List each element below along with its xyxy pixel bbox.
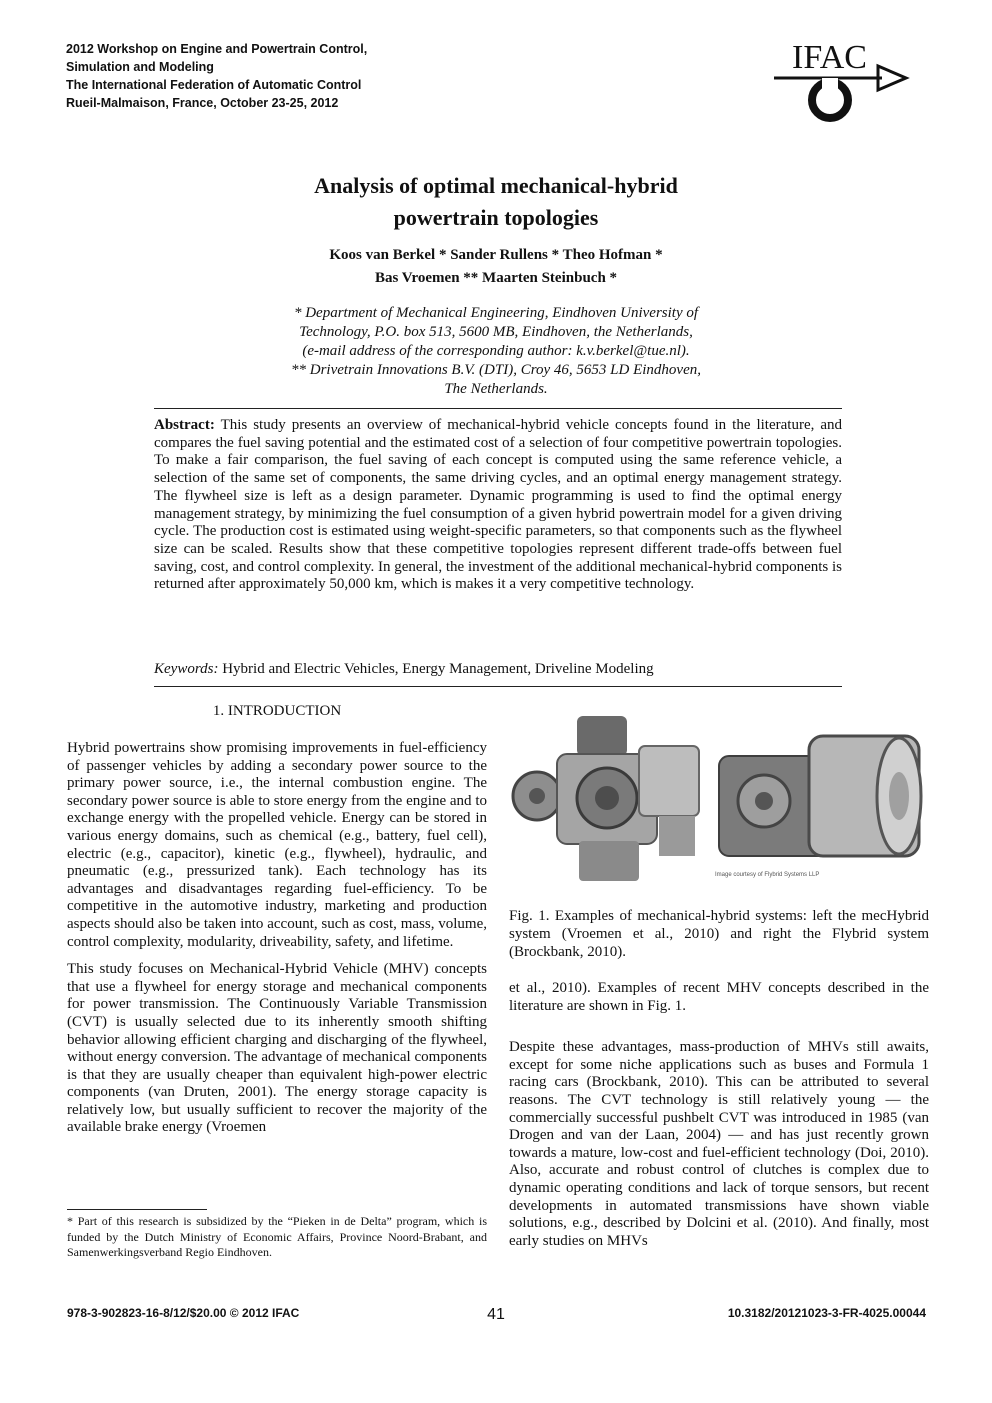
- footnote: * Part of this research is subsidized by the “Pieken in de Delta” program, which is funded by the Dutch Ministry of Economic Affairs, Province Noord-Brabant, and Samenwerkingsverband Regio Eindhoven.: [67, 1214, 487, 1259]
- affiliation-line-5: The Netherlands.: [444, 381, 548, 397]
- affiliation-line-4: ** Drivetrain Innovations B.V. (DTI), Croy 46, 5653 LD Eindhoven,: [291, 362, 701, 378]
- abstract: [154, 417, 842, 594]
- authors-line-2: Bas Vroemen ** Maarten Steinbuch *: [374, 270, 618, 286]
- right-column-body: [509, 980, 929, 1260]
- abstract-label: Abstract:: [154, 417, 215, 433]
- affiliation-line-3: (e-mail address of the corresponding author: k.v.berkel@tue.nl).: [302, 343, 690, 359]
- affiliation-line-2: Technology, P.O. box 513, 5600 MB, Eindhoven, the Netherlands,: [299, 324, 693, 340]
- mechybrid-illustration: [509, 706, 705, 902]
- conference-line-4: Rueil-Malmaison, France, October 23-25, 2012: [66, 96, 339, 110]
- abstract-bottom-rule: [154, 686, 842, 687]
- conference-line-3: The International Federation of Automatic Control: [66, 78, 362, 92]
- image-courtesy-text: Image courtesy of Flybrid Systems LLP: [715, 872, 820, 878]
- figure-1-image: [509, 706, 929, 902]
- keywords: [154, 660, 842, 678]
- footer-doi: 10.3182/20121023-3-FR-4025.00044: [727, 1306, 926, 1320]
- right-paragraph-2: Despite these advantages, mass-production of MHVs still awaits, except for some niche applications such as buses and Formula 1 racing cars (Brockbank, 2010). This can be attributed to several reasons. The CVT technology is still relatively young — the commercially successful pushbelt CVT was introduced in 1985 (van Drogen and van der Laan, 2004) — and has just recently grown towards a mature, low-cost and fuel-efficient technology (Doi, 2010). Also, accurate and robust control of clutches is complex due to dynamic operating conditions and lack of torque sensors, but recent developments in automated transmissions have shown viable solutions, e.g., described by Dolcini et al. (2010). And finally, most early studies on MHVs: [509, 1039, 929, 1249]
- conference-header: [66, 40, 486, 112]
- right-paragraph-1: et al., 2010). Examples of recent MHV concepts described in the literature are shown in Fig. 1.: [509, 980, 929, 1014]
- intro-paragraph-2: This study focuses on Mechanical-Hybrid Vehicle (MHV) concepts that use a flywheel for energy storage and mechanical components for power transmission. The Continuously Variable Transmission (CVT) is usually selected due to its inherently smooth shifting behavior allowing efficient charging and discharging of the flywheel, without energy conversion. The advantage of mechanical components is that they are usually cheaper than equivalent high-power electric components (van Druten, 2001). The energy storage capacity is relatively low, but usually sufficient to recover the majority of the available brake energy (Vroemen: [67, 961, 487, 1136]
- ifac-logo: [770, 36, 910, 126]
- paper-title-line-2: powertrain topologies: [393, 205, 599, 230]
- figure-1-caption: Fig. 1. Examples of mechanical-hybrid systems: left the mecHybrid system (Vroemen et al., 2010) and right the Flybrid system (Brockbank, 2010).: [509, 908, 929, 960]
- footer-isbn: 978-3-902823-16-8/12/$20.00 © 2012 IFAC: [67, 1306, 300, 1320]
- abstract-text: This study presents an overview of mechanical-hybrid vehicle concepts found in the literature, and compares the fuel saving potential and the estimated cost of a selection of four competitive powertrain topologies. To make a fair comparison, the fuel saving of each concept is computed using the same reference vehicle, a selection of the same set of components, the same driving cycles, and an optimal energy management strategy. The flywheel size is left as a design parameter. Dynamic programming is used to find the optimal energy management strategy, by minimizing the fuel consumption of a given hybrid powertrain model for a given driving cycle. The production cost is estimated using weight-specific parameters, so that components such as the flywheel size can be scaled. Results show that these competitive topologies represent different trade-offs between fuel saving, cost, and control complexity. In general, the investment of the additional mechanical-hybrid components is returned after approximately 50,000 km, which is makes it a very competitive technology.: [154, 417, 843, 593]
- affiliation-line-1: * Department of Mechanical Engineering, Eindhoven University of: [293, 305, 699, 321]
- footnote-rule: [67, 1209, 207, 1210]
- authors: [150, 244, 842, 290]
- authors-line-1: Koos van Berkel * Sander Rullens * Theo Hofman *: [329, 247, 663, 263]
- intro-paragraph-1: Hybrid powertrains show promising improvements in fuel-efficiency of passenger vehicles by adding a secondary power source to the primary power source, i.e., the internal combustion engine. The secondary power source is able to store energy from the engine and to exchange energy with the propelled vehicle. Energy can be stored in various energy domains, such as chemical (e.g., battery, fuel cell), electric (e.g., capacitor), kinetic (e.g., flywheel), hydraulic, and pneumatic (e.g., pressurized tank). Each technology has its advantages and disadvantages regarding fuel-efficiency. To be competitive in the automotive industry, marketing and production aspects should also be taken into account, such as cost, mass, volume, control complexity, modularity, driveability, safety, and lifetime.: [67, 740, 487, 950]
- flybrid-illustration: [709, 706, 929, 902]
- ifac-logo-text: IFAC: [792, 39, 867, 76]
- conference-line-1: 2012 Workshop on Engine and Powertrain Control,: [66, 42, 368, 56]
- keywords-text: Hybrid and Electric Vehicles, Energy Management, Driveline Modeling: [222, 661, 654, 677]
- page-number: 41: [487, 1306, 505, 1323]
- abstract-top-rule: [154, 408, 842, 409]
- section-heading-introduction: 1. INTRODUCTION: [212, 703, 342, 719]
- keywords-label: Keywords:: [154, 661, 219, 677]
- paper-title: [150, 170, 842, 234]
- paper-title-line-1: Analysis of optimal mechanical-hybrid: [314, 173, 678, 198]
- intro-body: [67, 740, 487, 1147]
- affiliations: [150, 304, 842, 399]
- conference-line-2: Simulation and Modeling: [66, 60, 214, 74]
